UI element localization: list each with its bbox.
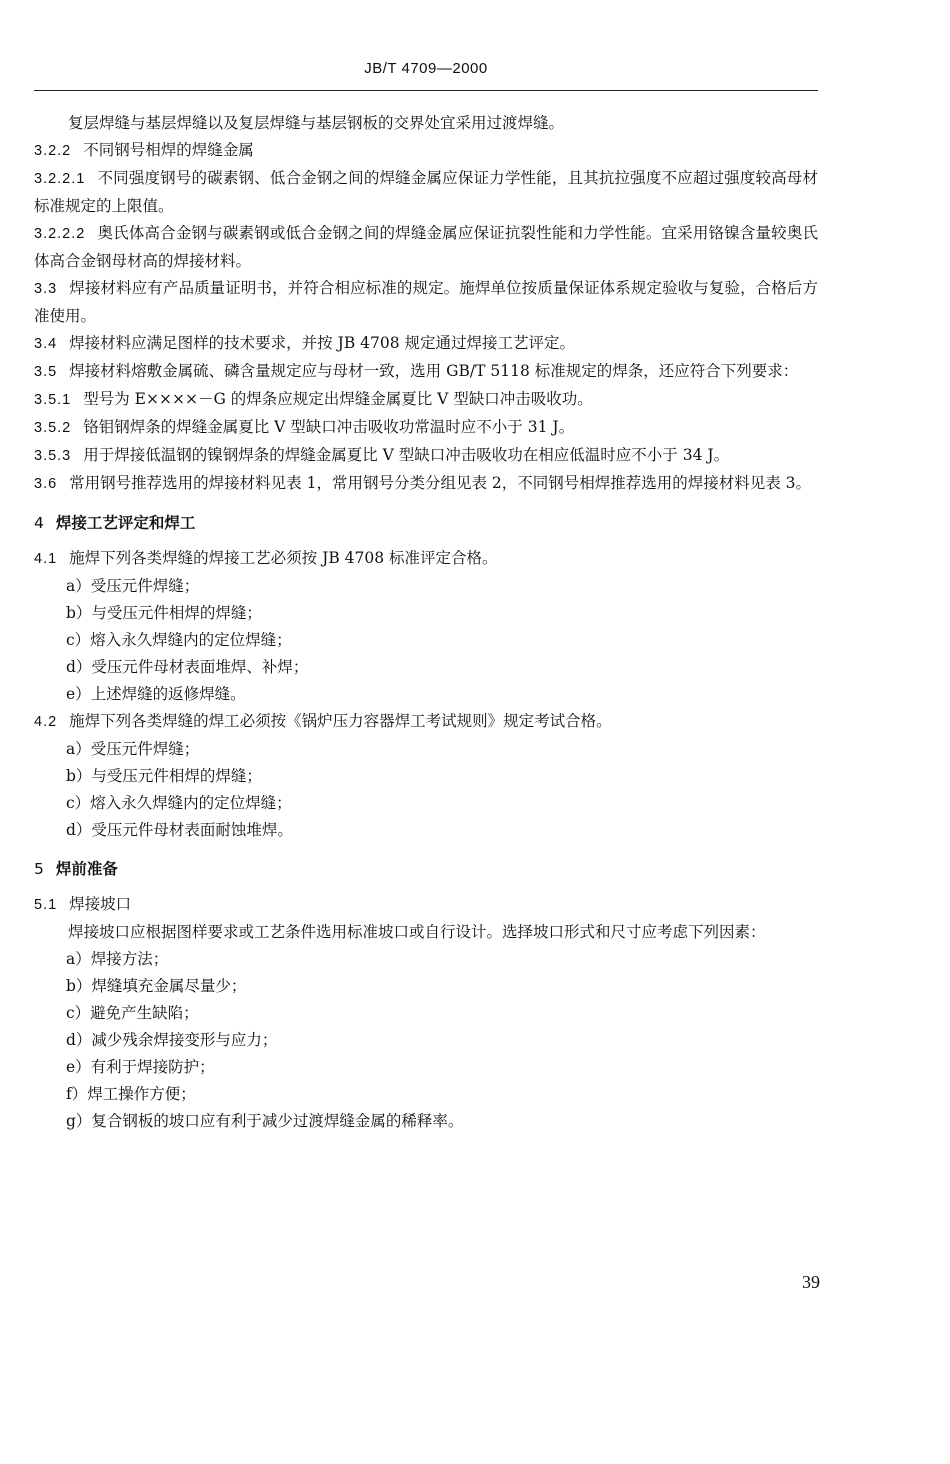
list-item: c）熔入永久焊缝内的定位焊缝； — [66, 631, 292, 649]
clause-3-5 — [34, 358, 818, 386]
section-number: 5 — [34, 860, 44, 878]
page-header — [34, 56, 818, 91]
clause-number: 3.2.2 — [34, 143, 72, 159]
clause-number: 4.1 — [34, 551, 58, 567]
clause-text: 铬钼钢焊条的焊缝金属夏比 V 型缺口冲击吸收功常温时应不小于 31 J。 — [83, 418, 575, 436]
clause-text: 型号为 E××××－G 的焊条应规定出焊缝金属夏比 V 型缺口冲击吸收功。 — [83, 390, 593, 408]
clause-3-2-2 — [34, 137, 818, 165]
list-item: a）受压元件焊缝； — [66, 740, 200, 758]
clause-3-3 — [34, 275, 818, 330]
section-title: 焊接工艺评定和焊工 — [55, 514, 196, 532]
clause-3-4 — [34, 330, 818, 358]
list-item: c）避免产生缺陷； — [66, 1004, 199, 1022]
clause-4-2 — [34, 708, 818, 736]
clause-text: 施焊下列各类焊缝的焊工必须按《锅炉压力容器焊工考试规则》规定考试合格。 — [69, 712, 612, 730]
section-heading-5 — [34, 856, 818, 883]
clause-number: 3.5.1 — [34, 392, 72, 408]
clause-3-6 — [34, 470, 818, 498]
list-item: e）有利于焊接防护； — [66, 1058, 215, 1076]
clause-text: 用于焊接低温钢的镍钢焊条的焊缝金属夏比 V 型缺口冲击吸收功在相应低温时应不小于 34 J。 — [83, 446, 730, 464]
list-item: d）减少残余焊接变形与应力； — [66, 1031, 278, 1049]
list-item: b）与受压元件相焊的焊缝； — [66, 767, 262, 785]
clause-4-1 — [34, 545, 818, 573]
clause-text: 不同强度钢号的碳素钢、低合金钢之间的焊缝金属应保证力学性能，且其抗拉强度不应超过强度较高母材标准规定的上限值。 — [34, 169, 818, 215]
clause-text: 焊接材料熔敷金属硫、磷含量规定应与母材一致，选用 GB/T 5118 标准规定的焊条，还应符合下列要求： — [69, 362, 799, 380]
clause-number: 3.2.2.1 — [34, 171, 86, 187]
list-item: a）受压元件焊缝； — [66, 577, 200, 595]
standard-code: JB/T 4709—2000 — [364, 60, 488, 77]
list-item: b）与受压元件相焊的焊缝； — [66, 604, 262, 622]
clause-3-2-2-1 — [34, 165, 818, 220]
clause-text: 不同钢号相焊的焊缝金属 — [83, 141, 254, 159]
list-item: a）焊接方法； — [66, 950, 169, 968]
section-title: 焊前准备 — [55, 860, 118, 878]
clause-text: 焊接坡口 — [69, 895, 132, 913]
list-item: d）受压元件母材表面耐蚀堆焊。 — [66, 821, 293, 839]
clause-number: 3.4 — [34, 336, 58, 352]
clause-number: 3.2.2.2 — [34, 226, 86, 242]
clause-3-5-1 — [34, 386, 818, 414]
clause-number: 3.3 — [34, 281, 58, 297]
section-number: 4 — [34, 514, 44, 532]
clause-text: 施焊下列各类焊缝的焊接工艺必须按 JB 4708 标准评定合格。 — [69, 549, 498, 567]
document-body — [34, 110, 818, 1135]
page-number: 39 — [802, 1272, 820, 1292]
list-item: c）熔入永久焊缝内的定位焊缝； — [66, 794, 292, 812]
clause-number: 4.2 — [34, 714, 58, 730]
clause-3-5-3 — [34, 442, 818, 470]
clause-3-2-2-2 — [34, 220, 818, 275]
clause-text: 焊接材料应满足图样的技术要求，并按 JB 4708 规定通过焊接工艺评定。 — [69, 334, 576, 352]
clause-number: 3.5.3 — [34, 448, 72, 464]
paragraph-5-1: 焊接坡口应根据图样要求或工艺条件选用标准坡口或自行设计。选择坡口形式和尺寸应考虑下列因素： — [68, 923, 766, 941]
clause-text: 常用钢号推荐选用的焊接材料见表 1，常用钢号分类分组见表 2，不同钢号相焊推荐选用的焊接材料见表 3。 — [69, 474, 812, 492]
section-heading-4 — [34, 510, 818, 537]
list-item: b）焊缝填充金属尽量少； — [66, 977, 247, 995]
clause-number: 3.5 — [34, 364, 58, 380]
paragraph-intro: 复层焊缝与基层焊缝以及复层焊缝与基层钢板的交界处宜采用过渡焊缝。 — [68, 114, 565, 132]
list-item: e）上述焊缝的返修焊缝。 — [66, 685, 246, 703]
clause-text: 奥氏体高合金钢与碳素钢或低合金钢之间的焊缝金属应保证抗裂性能和力学性能。宜采用铬镍含量较奥氏体高合金钢母材高的焊接材料。 — [34, 224, 818, 270]
list-item: d）受压元件母材表面堆焊、补焊； — [66, 658, 309, 676]
list-item: g）复合钢板的坡口应有利于减少过渡焊缝金属的稀释率。 — [66, 1112, 464, 1130]
clause-3-5-2 — [34, 414, 818, 442]
clause-number: 5.1 — [34, 897, 58, 913]
clause-number: 3.6 — [34, 476, 58, 492]
clause-text: 焊接材料应有产品质量证明书，并符合相应标准的规定。施焊单位按质量保证体系规定验收与复验，合格后方准使用。 — [34, 279, 818, 325]
clause-number: 3.5.2 — [34, 420, 72, 436]
clause-5-1 — [34, 891, 818, 919]
list-item: f）焊工操作方便； — [66, 1085, 196, 1103]
